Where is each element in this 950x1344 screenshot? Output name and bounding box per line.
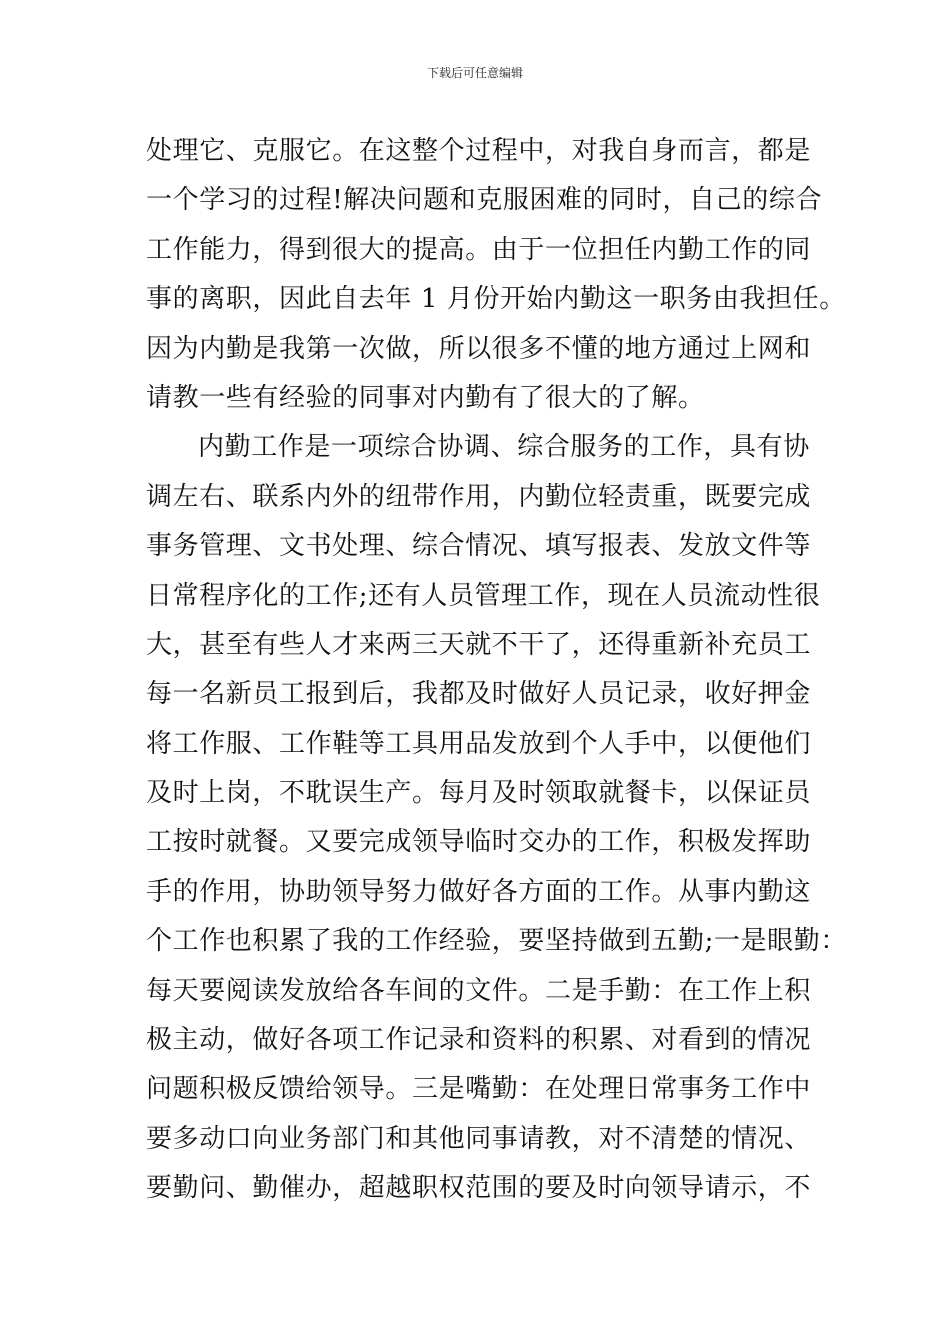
page-header: 下载后可任意编辑 [426, 66, 523, 80]
text-line: 事的离职，因此自去年 1 月份开始内勤这一职务由我担任。 [146, 284, 846, 315]
text-line: 日常程序化的工作;还有人员管理工作，现在人员流动性很 [146, 580, 821, 611]
document-body [146, 127, 847, 1214]
text-line: 将工作服、工作鞋等工具用品发放到个人手中，以便他们 [146, 728, 812, 759]
paragraph [146, 423, 847, 1213]
text-line: 调左右、联系内外的纽带作用，内勤位轻责重，既要完成 [146, 481, 812, 512]
text-line: 极主动，做好各项工作记录和资料的积累、对看到的情况 [146, 1025, 812, 1056]
text-line: 因为内勤是我第一次做，所以很多不懂的地方通过上网和 [146, 333, 812, 364]
text-line: 每一名新员工报到后，我都及时做好人员记录，收好押金 [146, 679, 812, 710]
text-line: 内勤工作是一项综合协调、综合服务的工作，具有协 [198, 432, 810, 463]
text-line: 及时上岗，不耽误生产。每月及时领取就餐卡，以保证员 [146, 778, 812, 809]
text-line: 要多动口向业务部门和其他同事请教，对不清楚的情况、 [146, 1123, 812, 1154]
text-line: 请教一些有经验的同事对内勤有了很大的了解。 [146, 382, 705, 413]
text-line: 工作能力，得到很大的提高。由于一位担任内勤工作的同 [146, 234, 812, 265]
text-line: 一个学习的过程!解决问题和克服困难的同时，自己的综合 [146, 185, 823, 216]
text-line: 大，甚至有些人才来两三天就不干了，还得重新补充员工 [146, 629, 812, 660]
text-line: 要勤问、勤催办，超越职权范围的要及时向领导请示，不 [146, 1173, 812, 1204]
text-line: 个工作也积累了我的工作经验，要坚持做到五勤;一是眼勤： [146, 926, 847, 957]
paragraph [146, 127, 846, 423]
text-line: 手的作用，协助领导努力做好各方面的工作。从事内勤这 [146, 876, 812, 907]
text-line: 事务管理、文书处理、综合情况、填写报表、发放文件等 [146, 531, 812, 562]
text-line: 工按时就餐。又要完成领导临时交办的工作，积极发挥助 [146, 827, 812, 858]
text-line: 问题积极反馈给领导。三是嘴勤：在处理日常事务工作中 [146, 1074, 812, 1105]
text-line: 处理它、克服它。在这整个过程中，对我自身而言，都是 [146, 136, 812, 166]
text-line: 每天要阅读发放给各车间的文件。二是手勤：在工作上积 [146, 975, 812, 1006]
